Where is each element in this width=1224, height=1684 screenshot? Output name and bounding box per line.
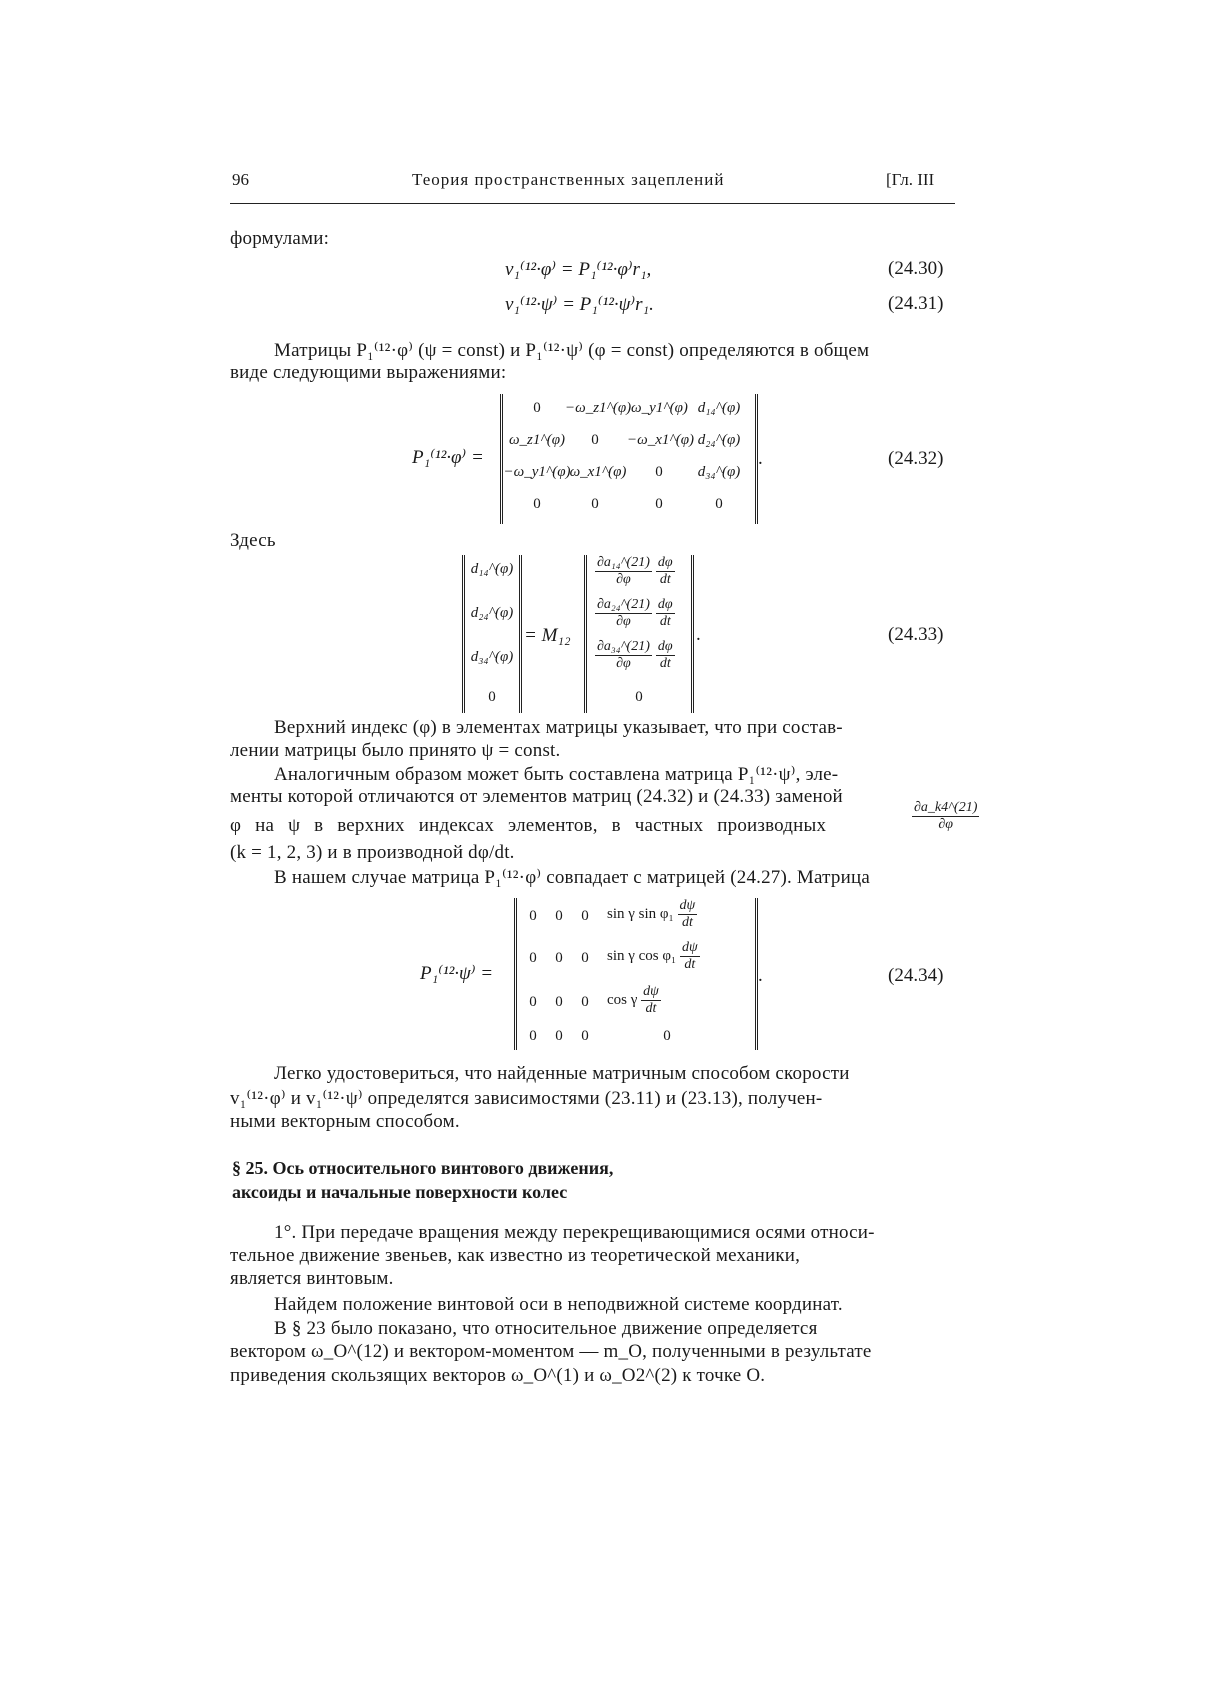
m32-r4c1: 0 — [533, 496, 541, 512]
partial-derivative: $\frac{\partial a\_k4\^{}(21)}{\partial\varphi}$ — [914, 800, 978, 832]
m34-r3c4: cos γ $\frac{d\psi}{dt}$ — [607, 984, 659, 1016]
eq-24-33-factor: = M₁₂ — [524, 625, 571, 646]
matrix-24-33-left — [462, 555, 522, 713]
m34-r3c1: 0 — [529, 994, 537, 1010]
m34-r3c2: 0 — [555, 994, 563, 1010]
m32-r3c4: d₃₄^(φ) — [697, 464, 741, 480]
header-rule — [230, 203, 955, 204]
m33l-r2: d₂₄^(φ) — [470, 605, 514, 621]
m32-r3c3: 0 — [655, 464, 663, 480]
para2-line3: Аналогичным образом может быть составлена матрица P₁⁽¹²·ψ⁾, эле- — [274, 764, 839, 785]
m32-r3c2: ω_x1^(φ) — [569, 464, 627, 480]
m34-r1c2: 0 — [555, 908, 563, 924]
eq-24-30: v₁⁽¹²·φ⁾ = P₁⁽¹²·φ⁾r₁, — [505, 259, 652, 280]
para3-line2: v₁⁽¹²·φ⁾ и v₁⁽¹²·ψ⁾ определятся зависимостями (23.11) и (23.13), получен- — [230, 1088, 823, 1109]
m32-r3c1: −ω_y1^(φ) — [503, 464, 571, 480]
m33r-r2: $\frac{\text{∂a₂₄\textasciicircum{}(21)}}{\partial\varphi}$ $\frac{d\varphi}{dt}$ — [597, 597, 673, 629]
here-word: Здесь — [230, 530, 276, 551]
m33l-r3: d₃₄^(φ) — [470, 649, 514, 665]
section-title-line1: § 25. Ось относительного винтового движения, — [232, 1158, 614, 1178]
m34-r2c3: 0 — [581, 950, 589, 966]
m34-r2c2: 0 — [555, 950, 563, 966]
eq-24-34-number: (24.34) — [888, 965, 944, 986]
para2-line6: (k = 1, 2, 3) и в производной dφ/dt. — [230, 842, 515, 863]
m32-r2c1: ω_z1^(φ) — [508, 432, 566, 448]
matrix-24-33-right — [584, 555, 694, 713]
para1-line2: виде следующими выражениями: — [230, 362, 507, 383]
m34-r4c1: 0 — [529, 1028, 537, 1044]
m34-r2c4: sin γ cos φ₁ $\frac{d\psi}{dt}$ — [607, 940, 698, 972]
m34-r4c4: 0 — [663, 1028, 671, 1044]
intro-text: формулами: — [230, 228, 330, 249]
m32-r4c3: 0 — [655, 496, 663, 512]
section-title-line2: аксоиды и начальные поверхности колес — [232, 1182, 568, 1202]
eq-24-32-dot: . — [758, 448, 763, 469]
eq-24-32-lhs: P₁⁽¹²·φ⁾ = — [412, 447, 484, 468]
para4-line7: приведения скользящих векторов ω_O^(1) и ω_O2^(2) к точке O. — [230, 1365, 766, 1386]
m34-r4c2: 0 — [555, 1028, 563, 1044]
para2-line1: Верхний индекс (φ) в элементах матрицы указывает, что при состав- — [274, 717, 843, 738]
m32-r1c1: 0 — [533, 400, 541, 416]
para2-line2: лении матрицы было принято ψ = const. — [230, 740, 561, 761]
m32-r1c2: −ω_z1^(φ) — [565, 400, 632, 416]
m32-r2c2: 0 — [591, 432, 599, 448]
m33r-r4: 0 — [635, 689, 643, 705]
eq-24-34-dot: . — [758, 965, 763, 986]
m32-r1c4: d₁₄^(φ) — [697, 400, 741, 416]
m32-r2c4: d₂₄^(φ) — [697, 432, 741, 448]
m32-r2c3: −ω_x1^(φ) — [627, 432, 694, 448]
para4-line6: вектором ω_O^(12) и вектором-моментом — m_O, полученными в результате — [230, 1341, 872, 1362]
eq-24-34-lhs: P₁⁽¹²·ψ⁾ = — [420, 963, 494, 984]
m34-r4c3: 0 — [581, 1028, 589, 1044]
m32-r4c2: 0 — [591, 496, 599, 512]
m33r-r3: $\frac{\text{∂a₃₄\textasciicircum{}(21)}}{\partial\varphi}$ $\frac{d\varphi}{dt}$ — [597, 639, 673, 671]
m34-r1c3: 0 — [581, 908, 589, 924]
para3-line1: Легко удостовериться, что найденные матричным способом скорости — [274, 1063, 850, 1084]
m34-r1c4: sin γ sin φ₁ $\frac{d\psi}{dt}$ — [607, 898, 696, 930]
page-number: 96 — [232, 170, 249, 189]
para4-line3: является винтовым. — [230, 1268, 394, 1289]
m34-r2c1: 0 — [529, 950, 537, 966]
para2-line7: В нашем случае матрица P₁⁽¹²·φ⁾ совпадает с матрицей (24.27). Матрица — [274, 867, 870, 888]
matrix-24-34 — [514, 898, 758, 1050]
eq-24-31: v₁⁽¹²·ψ⁾ = P₁⁽¹²·ψ⁾r₁. — [505, 294, 654, 315]
para4-line4: Найдем положение винтовой оси в неподвижной системе координат. — [274, 1294, 843, 1315]
m32-r4c4: 0 — [715, 496, 723, 512]
para2-line4: менты которой отличаются от элементов матриц (24.32) и (24.33) заменой — [230, 786, 843, 807]
chapter-label: [Гл. III — [886, 170, 935, 189]
m32-r1c3: ω_y1^(φ) — [631, 400, 688, 416]
m34-r3c3: 0 — [581, 994, 589, 1010]
para3-line3: ными векторным способом. — [230, 1111, 460, 1132]
m33l-r4: 0 — [488, 689, 496, 705]
eq-24-32-number: (24.32) — [888, 448, 944, 469]
para4-line5: В § 23 было показано, что относительное движение определяется — [274, 1318, 818, 1339]
matrix-24-32 — [500, 394, 758, 524]
para4-line1: 1°. При передаче вращения между перекрещивающимися осями относи- — [274, 1222, 875, 1243]
eq-24-31-number: (24.31) — [888, 293, 944, 314]
eq-24-33-dot: . — [696, 624, 701, 645]
m33l-r1: d₁₄^(φ) — [470, 561, 514, 577]
para4-line2: тельное движение звеньев, как известно из теоретической механики, — [230, 1245, 801, 1266]
m34-r1c1: 0 — [529, 908, 537, 924]
para1-line1: Матрицы P₁⁽¹²·φ⁾ (ψ = const) и P₁⁽¹²·ψ⁾ (φ = const) определяются в общем — [274, 340, 870, 361]
eq-24-33-number: (24.33) — [888, 624, 944, 645]
eq-24-30-number: (24.30) — [888, 258, 944, 279]
m33r-r1: $\frac{\text{∂a₁₄\textasciicircum{}(21)}}{\partial\varphi}$ $\frac{d\varphi}{dt}$ — [597, 555, 673, 587]
running-title: Теория пространственных зацеплений — [412, 170, 725, 189]
para2-line5: φ на ψ в верхних индексах элементов, в частных производных — [230, 815, 827, 836]
